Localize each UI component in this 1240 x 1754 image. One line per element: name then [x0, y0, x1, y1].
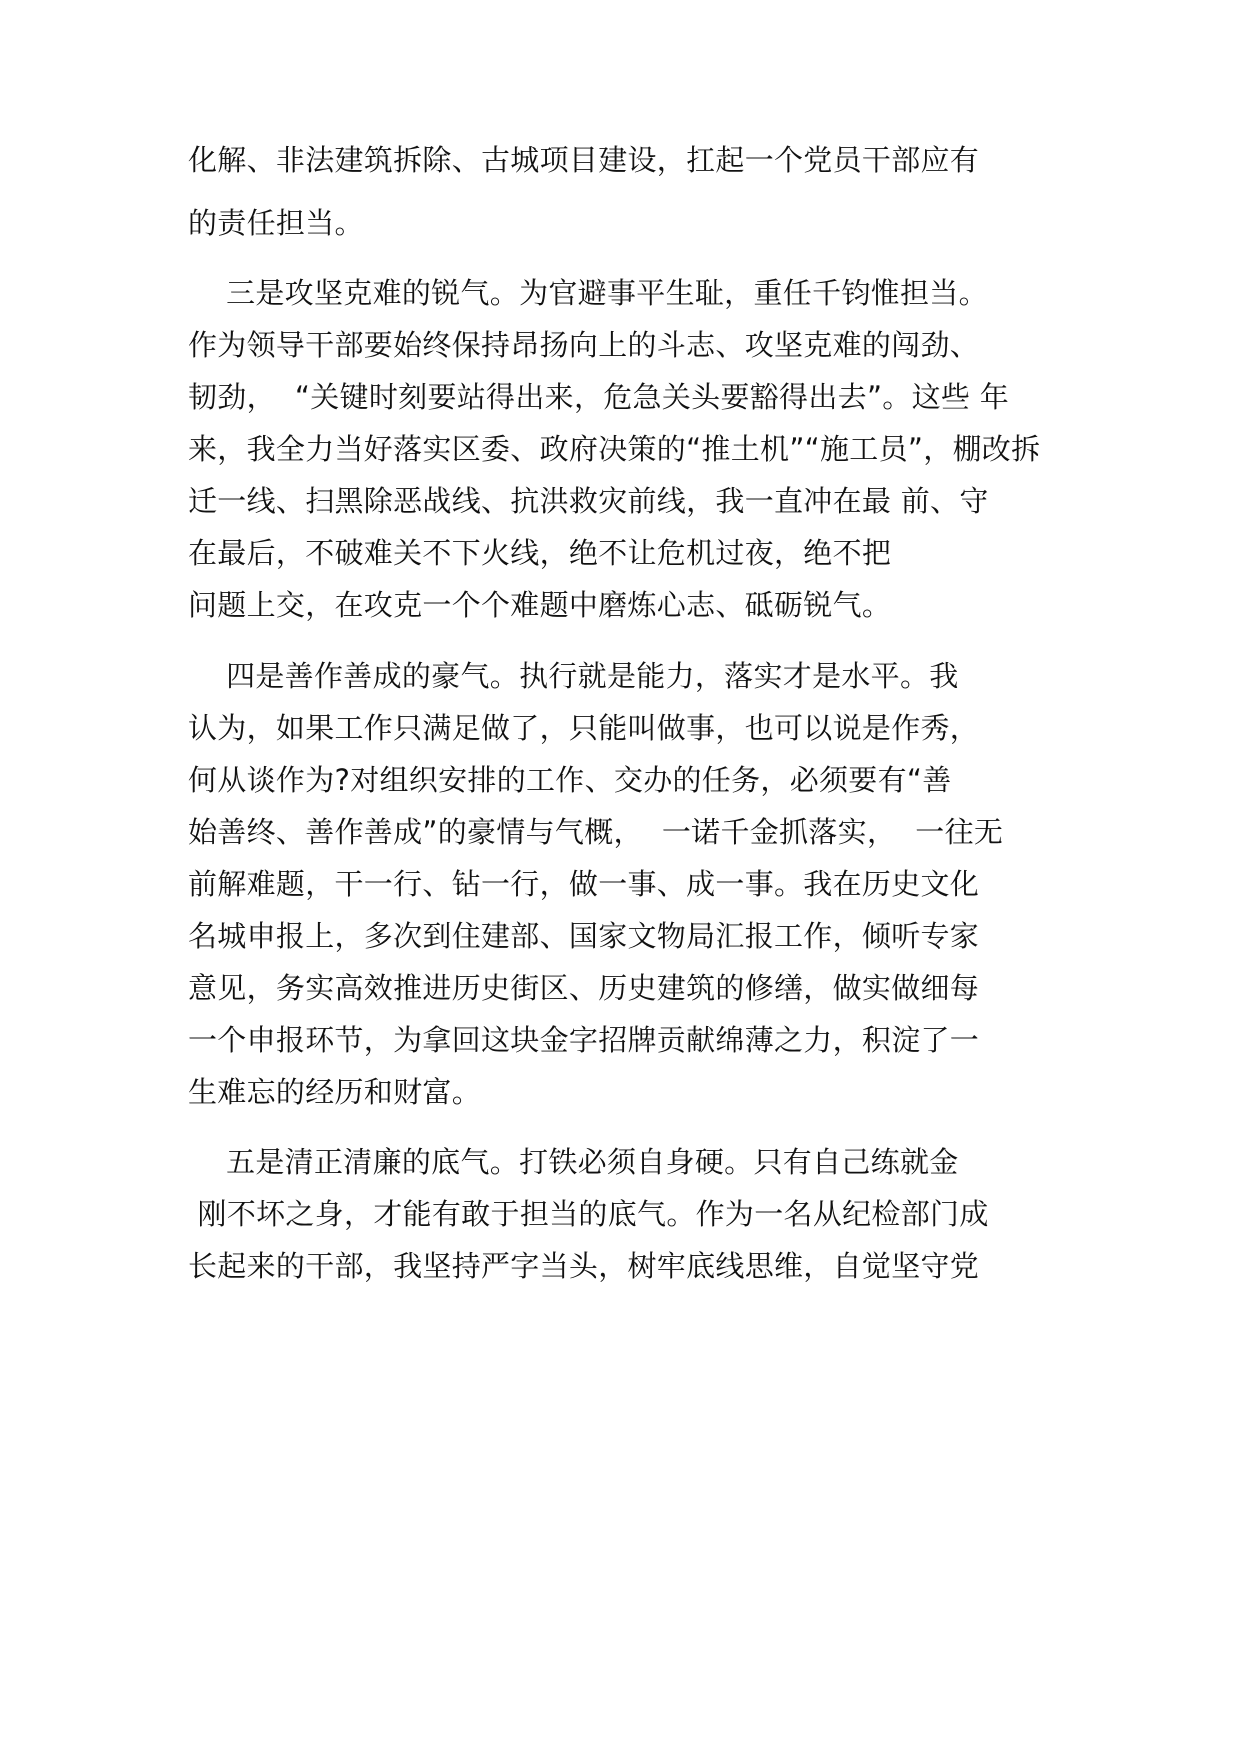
text-line: 五是清正清廉的底气。打铁必须自身硬。只有自己练就金 [188, 1145, 959, 1179]
text-line: 认为，如果工作只满足做了，只能叫做事，也可以说是作秀， [188, 711, 980, 745]
text-line: 前解难题，干一行、钻一行，做一事、成一事。我在历史文化 [188, 867, 980, 901]
text-line: 意见，务实高效推进历史街区、历史建筑的修缮，做实做细每 [188, 971, 980, 1005]
text-line: 始善终、善作善成”的豪情与气概， 一诺千金抓落实， 一往无 [188, 815, 1004, 849]
text-line: 韧劲， “关键时刻要站得出来，危急关头要豁得出去”。这些 年 [188, 380, 1010, 414]
text-line: 一个申报环节，为拿回这块金字招牌贡献绵薄之力，积淀了一 [188, 1023, 980, 1057]
text-line: 四是善作善成的豪气。执行就是能力，落实才是水平。我 [188, 659, 959, 693]
text-line: 化解、非法建筑拆除、古城项目建设，扛起一个党员干部应有 [188, 143, 980, 177]
text-line: 刚不坏之身，才能有敢于担当的底气。作为一名从纪检部门成 [188, 1197, 989, 1231]
text-line: 问题上交，在攻克一个个难题中磨炼心志、砥砺锐气。 [188, 588, 892, 622]
text-line: 何从谈作为?对组织安排的工作、交办的任务，必须要有“善 [188, 763, 952, 797]
text-line: 生难忘的经历和财富。 [188, 1075, 482, 1109]
text-line: 作为领导干部要始终保持昂扬向上的斗志、攻坚克难的闯劲、 [188, 328, 980, 362]
text-line: 迁一线、扫黑除恶战线、抗洪救灾前线，我一直冲在最 前、守 [188, 484, 989, 518]
text-line: 三是攻坚克难的锐气。为官避事平生耻，重任千钧惟担当。 [188, 276, 988, 310]
text-line: 长起来的干部，我坚持严字当头，树牢底线思维，自觉坚守党 [188, 1249, 980, 1283]
text-line: 的责任担当。 [188, 206, 364, 240]
text-line: 名城申报上，多次到住建部、国家文物局汇报工作，倾听专家 [188, 919, 980, 953]
text-line: 在最后，不破难关不下火线，绝不让危机过夜，绝不把 [188, 536, 892, 570]
text-line: 来，我全力当好落实区委、政府决策的“推土机”“施工员”，棚改拆 [188, 432, 1041, 466]
